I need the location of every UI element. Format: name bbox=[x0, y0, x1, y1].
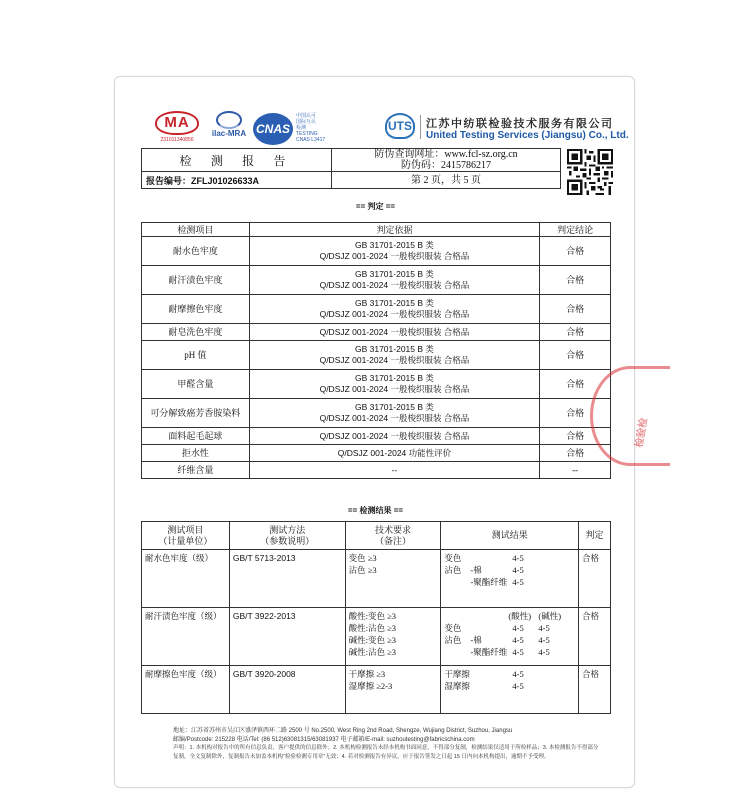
alkali-label: (碱性) bbox=[538, 611, 562, 621]
judgement-item: pH 值 bbox=[142, 341, 250, 370]
footer-address: 地址：江苏省苏州市吴江区盛泽镇西环二路 2500 号 No.2500, West Ring 2nd Road, Shengze, Wujiang District, Suzhou, Jiangsu bbox=[173, 728, 513, 734]
result-item: 耐摩擦色牢度（级） bbox=[142, 666, 230, 714]
judgement-result: 合格 bbox=[540, 445, 611, 462]
cnas-caption bbox=[296, 113, 336, 143]
judgement-item: 耐皂洗色牢度 bbox=[142, 324, 250, 341]
cnas-caption-line: TESTING bbox=[296, 131, 318, 137]
result-label: 湿摩擦 bbox=[444, 681, 470, 691]
result-value: 4-5 bbox=[512, 565, 524, 575]
table-row bbox=[142, 428, 611, 445]
judgement-basis bbox=[249, 428, 539, 445]
column-header: 测试结果 bbox=[441, 522, 579, 550]
result-judgement: 合格 bbox=[579, 550, 611, 608]
judgement-basis bbox=[249, 266, 539, 295]
judgement-basis bbox=[249, 341, 539, 370]
anti-fake-cell bbox=[332, 149, 561, 172]
judgement-result: 合格 bbox=[540, 428, 611, 445]
judgement-item: 耐水色牢度 bbox=[142, 237, 250, 266]
basis-line: Q/DSJZ 001-2024 一般梭织服装 合格品 bbox=[319, 309, 470, 319]
footer-statement: 复制，全文复制除外，复制报告未加盖本机构“检验检测专用章”无效；4. 若对检测报告有异议，应于报告签发之日起 15 日内向本机构提出，逾期不予受理。 bbox=[173, 753, 550, 760]
technical-requirement bbox=[345, 666, 441, 714]
footer-contact: 邮编/Postcode: 215228 电话/Tel: (86 512)63081315/63081937 电子邮箱/E-mail: suzhoutesting@fabricschina.com bbox=[173, 736, 475, 743]
report-page bbox=[114, 76, 635, 788]
result-label: 沾色 bbox=[444, 565, 462, 575]
judgement-section-title: == 判定 == bbox=[355, 202, 396, 211]
judgement-item: 耐汗渍色牢度 bbox=[142, 266, 250, 295]
test-method: GB/T 5713-2013 bbox=[229, 550, 345, 608]
page-info: 第 2 页，共 5 页 bbox=[332, 172, 561, 189]
requirement-line: 沾色 ≥3 bbox=[348, 565, 377, 575]
table-row bbox=[142, 324, 611, 341]
header-subtext: （参数说明） bbox=[260, 535, 315, 546]
table-row bbox=[142, 266, 611, 295]
judgement-item: 可分解致癌芳香胺染料 bbox=[142, 399, 250, 428]
result-line bbox=[444, 552, 575, 564]
result-line bbox=[444, 634, 575, 646]
basis-line: Q/DSJZ 001-2024 一般梭织服装 合格品 bbox=[319, 413, 470, 423]
column-header bbox=[142, 522, 230, 550]
result-sublabel: -聚酯纤维 bbox=[470, 577, 508, 587]
judgement-header-row bbox=[142, 223, 611, 237]
requirement-line: 干摩擦 ≥3 bbox=[348, 669, 386, 679]
result-value: 4-5 bbox=[538, 647, 550, 657]
result-value: 4-5 bbox=[512, 647, 524, 657]
requirement-line: 变色 ≥3 bbox=[348, 553, 377, 563]
technical-requirement bbox=[345, 608, 441, 666]
judgement-basis bbox=[249, 295, 539, 324]
judgement-item: 拒水性 bbox=[142, 445, 250, 462]
judgement-result: 合格 bbox=[540, 370, 611, 399]
basis-line: Q/DSJZ 001-2024 一般梭织服装 合格品 bbox=[319, 384, 470, 394]
table-row bbox=[142, 399, 611, 428]
official-seal-stamp bbox=[590, 366, 670, 466]
result-line bbox=[444, 576, 575, 588]
basis-line: Q/DSJZ 001-2024 一般梭织服装 合格品 bbox=[319, 355, 470, 365]
basis-line: GB 31701-2015 B 类 bbox=[354, 269, 434, 279]
report-number: 报告编号：ZFLJ01026633A bbox=[142, 172, 332, 189]
judgement-basis bbox=[249, 399, 539, 428]
test-result bbox=[441, 550, 579, 608]
result-label: 干摩擦 bbox=[444, 669, 470, 679]
result-line bbox=[444, 668, 575, 680]
cnas-logo: CNAS bbox=[253, 113, 293, 145]
judgement-basis bbox=[249, 370, 539, 399]
judgement-result: 合格 bbox=[540, 341, 611, 370]
requirement-line: 碱性:沾色 ≥3 bbox=[348, 647, 396, 657]
basis-line: GB 31701-2015 B 类 bbox=[354, 298, 434, 308]
basis-line: GB 31701-2015 B 类 bbox=[354, 240, 434, 250]
result-judgement: 合格 bbox=[579, 666, 611, 714]
basis-line: Q/DSJZ 001-2024 功能性评价 bbox=[337, 447, 452, 458]
judgement-result: 合格 bbox=[540, 237, 611, 266]
basis-line: Q/DSJZ 001-2024 一般梭织服装 合格品 bbox=[319, 280, 470, 290]
result-label: 变色 bbox=[444, 623, 462, 633]
basis-line: GB 31701-2015 B 类 bbox=[354, 373, 434, 383]
technical-requirement bbox=[345, 550, 441, 608]
basis-line: GB 31701-2015 B 类 bbox=[354, 402, 434, 412]
cma-logo bbox=[155, 111, 199, 145]
test-method: GB/T 3920-2008 bbox=[229, 666, 345, 714]
requirement-line: 酸性:沾色 ≥3 bbox=[348, 623, 396, 633]
basis-line: Q/DSJZ 001-2024 一般梭织服装 合格品 bbox=[319, 251, 470, 261]
result-value: 4-5 bbox=[512, 681, 524, 691]
column-header: 判定结论 bbox=[540, 223, 611, 237]
uts-logo: UTS bbox=[385, 113, 415, 139]
header-text: 测试项目 bbox=[167, 524, 204, 535]
header-text: 技术要求 bbox=[374, 524, 411, 535]
basis-line: -- bbox=[391, 464, 398, 475]
column-header: 判定依据 bbox=[249, 223, 539, 237]
result-item: 耐水色牢度（级） bbox=[142, 550, 230, 608]
table-row bbox=[142, 237, 611, 266]
judgement-result: 合格 bbox=[540, 266, 611, 295]
result-line bbox=[444, 622, 575, 634]
results-header-row bbox=[142, 522, 611, 550]
judgement-basis bbox=[249, 445, 539, 462]
judgement-basis bbox=[249, 237, 539, 266]
result-value: 4-5 bbox=[538, 635, 550, 645]
table-row bbox=[142, 370, 611, 399]
judgement-result: 合格 bbox=[540, 295, 611, 324]
company-name-cn: 江苏中纺联检验技术服务有限公司 bbox=[426, 118, 614, 130]
judgement-item: 面料起毛起球 bbox=[142, 428, 250, 445]
judgement-item: 甲醛含量 bbox=[142, 370, 250, 399]
result-line bbox=[444, 680, 575, 692]
result-label: 沾色 bbox=[444, 635, 462, 645]
table-row bbox=[142, 341, 611, 370]
result-sublabel: -棉 bbox=[470, 565, 482, 575]
result-judgement: 合格 bbox=[579, 608, 611, 666]
column-header bbox=[345, 522, 441, 550]
globe-icon bbox=[216, 111, 242, 129]
qr-code-icon bbox=[567, 149, 613, 195]
test-result bbox=[441, 666, 579, 714]
result-value: 4-5 bbox=[512, 553, 524, 563]
table-row bbox=[142, 462, 611, 479]
result-label: 变色 bbox=[444, 553, 462, 563]
table-row bbox=[142, 295, 611, 324]
cma-mark: MA bbox=[155, 111, 199, 135]
cnas-caption-line: 检测 bbox=[296, 125, 307, 131]
footer-statement: 声明：1. 本机构对报告中的所有信息负责，客户提供的信息除外；2. 本机构检测报告未经本机构书面同意，不得部分复制，检测结果仅适用于所检样品；3. 本检测报告不得部分 bbox=[173, 745, 599, 751]
result-header-line bbox=[444, 610, 575, 622]
acid-label: (酸性) bbox=[508, 611, 532, 621]
judgement-basis bbox=[249, 462, 539, 479]
result-value: 4-5 bbox=[512, 623, 524, 633]
table-row bbox=[142, 445, 611, 462]
judgement-result: 合格 bbox=[540, 399, 611, 428]
cnas-caption-line: CNAS L3417 bbox=[296, 137, 326, 143]
requirement-line: 碱性:变色 ≥3 bbox=[348, 635, 396, 645]
column-header: 判定 bbox=[579, 522, 611, 550]
requirement-line: 湿摩擦 ≥2-3 bbox=[348, 681, 393, 691]
results-section-title: == 检测结果 == bbox=[347, 506, 404, 515]
judgement-item: 耐摩擦色牢度 bbox=[142, 295, 250, 324]
ilac-mra-logo bbox=[209, 111, 249, 145]
report-footer bbox=[173, 727, 613, 761]
column-header bbox=[229, 522, 345, 550]
judgement-result: 合格 bbox=[540, 324, 611, 341]
result-value: 4-5 bbox=[512, 669, 524, 679]
test-result bbox=[441, 608, 579, 666]
result-line bbox=[444, 646, 575, 658]
company-name-en: United Testing Services (Jiangsu) Co., Ltd. bbox=[426, 130, 629, 141]
header-subtext: （计量单位） bbox=[158, 535, 213, 546]
result-sublabel: -聚酯纤维 bbox=[470, 647, 508, 657]
result-sublabel: -棉 bbox=[470, 635, 482, 645]
ilac-text: ilac-MRA bbox=[211, 129, 247, 138]
basis-line: GB 31701-2015 B 类 bbox=[354, 344, 434, 354]
report-header-table bbox=[141, 148, 561, 189]
header-subtext: （备注） bbox=[374, 535, 411, 546]
test-method: GB/T 3922-2013 bbox=[229, 608, 345, 666]
cma-number: 231011340856 bbox=[160, 137, 194, 143]
results-table bbox=[141, 521, 611, 714]
result-value: 4-5 bbox=[512, 577, 524, 587]
result-value: 4-5 bbox=[512, 635, 524, 645]
judgement-basis bbox=[249, 324, 539, 341]
logo-divider bbox=[420, 115, 421, 139]
table-row bbox=[142, 550, 611, 608]
seal-text: 检验检 bbox=[633, 417, 650, 449]
column-header: 检测项目 bbox=[142, 223, 250, 237]
table-row bbox=[142, 608, 611, 666]
header-text: 测试方法 bbox=[269, 524, 306, 535]
basis-line: Q/DSJZ 001-2024 一般梭织服装 合格品 bbox=[319, 430, 470, 441]
report-title: 检 测 报 告 bbox=[142, 149, 332, 172]
judgement-item: 纤维含量 bbox=[142, 462, 250, 479]
result-line bbox=[444, 564, 575, 576]
anti-fake-code: 防伪码：2415786217 bbox=[401, 160, 491, 171]
cnas-caption-line: 中国认可 bbox=[296, 113, 317, 119]
judgement-table bbox=[141, 222, 611, 479]
result-value: 4-5 bbox=[538, 623, 550, 633]
anti-fake-site: 防伪查询网址：www.fcl-sz.org.cn bbox=[374, 149, 518, 160]
requirement-line: 酸性:变色 ≥3 bbox=[348, 611, 396, 621]
judgement-result: -- bbox=[540, 462, 611, 479]
cnas-caption-line: 国际互认 bbox=[296, 119, 317, 125]
table-row bbox=[142, 666, 611, 714]
basis-line: Q/DSJZ 001-2024 一般梭织服装 合格品 bbox=[319, 326, 470, 337]
result-item: 耐汗渍色牢度（级） bbox=[142, 608, 230, 666]
